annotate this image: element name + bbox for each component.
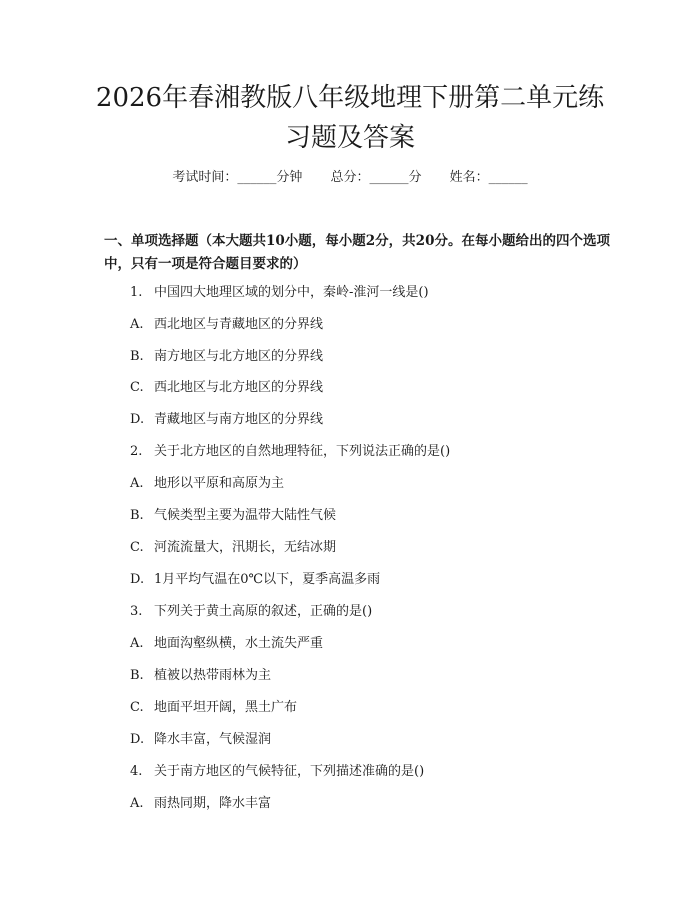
line-number: A. bbox=[130, 796, 144, 811]
answer-option bbox=[130, 730, 271, 750]
line-text: 1月平均气温在0℃以下，夏季高温多雨 bbox=[154, 572, 381, 587]
answer-option bbox=[130, 666, 271, 686]
line-number: 3. bbox=[130, 604, 143, 619]
line-text: 河流流量大，汛期长，无结冰期 bbox=[154, 540, 337, 555]
document-title-line-2: 习题及答案 bbox=[284, 123, 415, 153]
line-text: 青藏地区与南方地区的分界线 bbox=[154, 412, 324, 427]
answer-option bbox=[130, 698, 297, 718]
line-number: C. bbox=[130, 540, 144, 555]
answer-option bbox=[130, 538, 336, 558]
line-number: B. bbox=[130, 508, 144, 523]
answer-option bbox=[130, 410, 323, 430]
answer-option bbox=[130, 506, 336, 526]
line-number: D. bbox=[130, 732, 145, 747]
line-number: C. bbox=[130, 380, 144, 395]
question-stem bbox=[130, 283, 429, 303]
line-number: D. bbox=[130, 572, 145, 587]
answer-option bbox=[130, 378, 323, 398]
answer-option bbox=[130, 634, 323, 654]
line-number: B. bbox=[130, 668, 144, 683]
line-number: A. bbox=[130, 636, 144, 651]
total-score-field: 总分：______分 bbox=[330, 170, 422, 185]
line-number: C. bbox=[130, 700, 144, 715]
answer-option bbox=[130, 347, 323, 367]
line-text: 气候类型主要为温带大陆性气候 bbox=[154, 508, 337, 523]
line-text: 雨热同期，降水丰富 bbox=[154, 796, 272, 811]
line-number: A. bbox=[130, 476, 144, 491]
line-number: 1. bbox=[130, 285, 143, 300]
answer-option bbox=[130, 794, 271, 814]
answer-option bbox=[130, 315, 323, 335]
line-text: 地面沟壑纵横，水土流失严重 bbox=[154, 636, 324, 651]
exam-info-row bbox=[0, 168, 700, 188]
section-heading: 一、单项选择题（本大题共10小题，每小题2分，共20分。在每小题给出的四个选项中，只有一项是符合题目要求的） bbox=[104, 233, 610, 272]
student-name-field: 姓名：______ bbox=[449, 170, 528, 185]
line-text: 植被以热带雨林为主 bbox=[154, 668, 272, 683]
question-stem bbox=[130, 442, 450, 462]
line-text: 下列关于黄土高原的叙述，正确的是() bbox=[154, 604, 373, 619]
answer-option bbox=[130, 474, 284, 494]
line-text: 中国四大地理区域的划分中，秦岭-淮河一线是() bbox=[154, 285, 429, 300]
line-text: 降水丰富，气候湿润 bbox=[154, 732, 272, 747]
line-text: 南方地区与北方地区的分界线 bbox=[154, 349, 324, 364]
question-stem bbox=[130, 762, 424, 782]
line-number: B. bbox=[130, 349, 144, 364]
question-stem bbox=[130, 602, 372, 622]
line-text: 关于南方地区的气候特征，下列描述准确的是() bbox=[154, 764, 425, 779]
line-text: 关于北方地区的自然地理特征，下列说法正确的是() bbox=[154, 444, 451, 459]
line-text: 地面平坦开阔，黑土广布 bbox=[154, 700, 298, 715]
answer-option bbox=[130, 570, 380, 590]
line-number: A. bbox=[130, 317, 144, 332]
line-number: D. bbox=[130, 412, 145, 427]
line-text: 西北地区与北方地区的分界线 bbox=[154, 380, 324, 395]
line-text: 西北地区与青藏地区的分界线 bbox=[154, 317, 324, 332]
line-number: 4. bbox=[130, 764, 143, 779]
line-text: 地形以平原和高原为主 bbox=[154, 476, 285, 491]
document-title-line-1: 2026年春湘教版八年级地理下册第二单元练 bbox=[95, 83, 605, 113]
exam-time-field: 考试时间：______分钟 bbox=[172, 170, 303, 185]
line-number: 2. bbox=[130, 444, 143, 459]
